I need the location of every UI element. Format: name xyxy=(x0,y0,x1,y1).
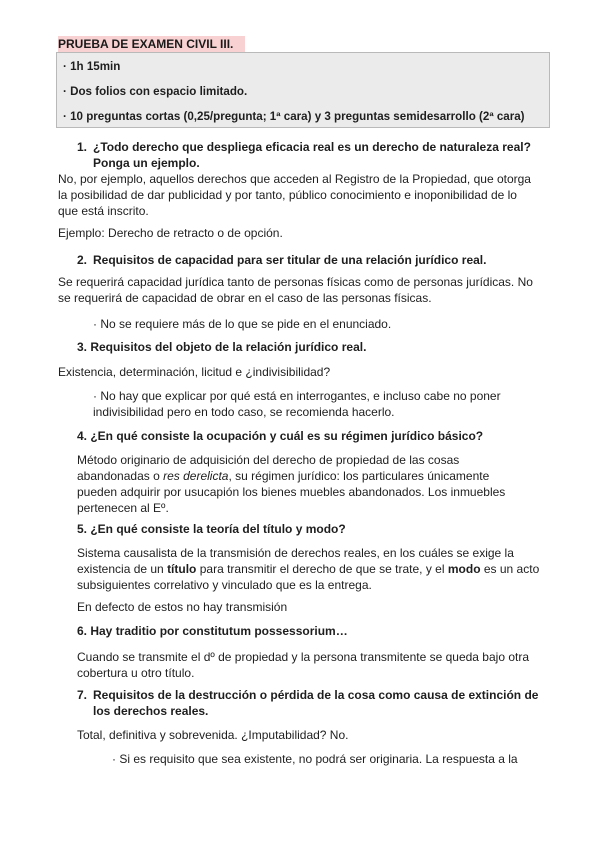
answer-7-note: · Si es requisito que sea existente, no podrá ser originaria. La respuesta a la xyxy=(112,752,518,766)
question-7-line-1: Requisitos de la destrucción o pérdida de la cosa como causa de extinción de xyxy=(93,688,539,702)
answer-5-line-1: Sistema causalista de la transmisión de derechos reales, en los cuáles se exige la xyxy=(77,546,514,560)
answer-6-line-1: Cuando se transmite el dº de propiedad y la persona transmitente se queda bajo otra xyxy=(77,650,529,664)
question-2-number: 2. xyxy=(77,253,88,267)
info-duration: · 1h 15min xyxy=(63,60,121,73)
answer-3: Existencia, determinación, licitud e ¿indivisibilidad? xyxy=(58,365,331,379)
question-1-number: 1. xyxy=(77,140,88,154)
answer-2-line-2: se requerirá de capacidad de obrar en el caso de las personas físicas. xyxy=(58,291,432,305)
answer-4-line-2: abandonadas o res derelicta, su régimen jurídico: los particulares únicamente xyxy=(77,469,490,483)
answer-1-example: Ejemplo: Derecho de retracto o de opción. xyxy=(58,226,283,240)
answer-2-note: · No se requiere más de lo que se pide en el enunciado. xyxy=(93,317,392,331)
term-titulo: título xyxy=(167,562,197,576)
answer-2-line-1: Se requerirá capacidad jurídica tanto de personas físicas como de personas jurídicas. No xyxy=(58,275,533,289)
question-2-text: Requisitos de capacidad para ser titular de una relación jurídico real. xyxy=(93,253,487,267)
term-modo: modo xyxy=(447,562,481,576)
question-1-line-2: Ponga un ejemplo. xyxy=(93,156,200,170)
answer-5-line-2: existencia de un título para transmitir el derecho de que se trate, y el modo es un acto xyxy=(77,562,540,576)
answer-4-line-3: pueden adquirir por usucapión los bienes muebles abandonados. Los inmuebles xyxy=(77,485,506,499)
question-7-line-2: los derechos reales. xyxy=(93,704,209,718)
exam-info-box xyxy=(56,52,550,128)
question-1-line-1: ¿Todo derecho que despliega eficacia real es un derecho de naturaleza real? xyxy=(93,140,531,154)
answer-5-extra: En defecto de estos no hay transmisión xyxy=(77,600,288,614)
answer-4-line-4: pertenecen al Eº. xyxy=(77,501,169,515)
info-folios: · Dos folios con espacio limitado. xyxy=(63,85,248,98)
info-questions: · 10 preguntas cortas (0,25/pregunta; 1ª cara) y 3 preguntas semidesarrollo (2ª cara) xyxy=(63,110,525,123)
latin-term: res derelicta xyxy=(163,469,229,483)
question-4-text: 4. ¿En qué consiste la ocupación y cuál es su régimen jurídico básico? xyxy=(77,429,484,443)
answer-5-line-3: subsiguientes correlativo y vinculado que es la entrega. xyxy=(77,578,372,592)
answer-3-note-line-2: indivisibilidad pero en todo caso, se recomienda hacerlo. xyxy=(93,405,395,419)
answer-4-line-1: Método originario de adquisición del derecho de propiedad de las cosas xyxy=(77,453,460,467)
page-title: PRUEBA DE EXAMEN CIVIL III. xyxy=(58,36,245,52)
question-6-text: 6. Hay traditio por constitutum possessorium… xyxy=(77,624,348,638)
answer-6-line-2: cobertura u otro título. xyxy=(77,666,195,680)
question-5-text: 5. ¿En qué consiste la teoría del título y modo? xyxy=(77,522,346,536)
answer-1-line-2: la posibilidad de dar publicidad y por tanto, público conocimiento e inoponibilidad de lo xyxy=(58,188,517,202)
question-3-text: 3. Requisitos del objeto de la relación jurídico real. xyxy=(77,340,367,354)
answer-1-line-1: No, por ejemplo, aquellos derechos que acceden al Registro de la Propiedad, que otorga xyxy=(58,172,531,186)
answer-7: Total, definitiva y sobrevenida. ¿Imputabilidad? No. xyxy=(77,728,349,742)
question-7-number: 7. xyxy=(77,688,88,702)
answer-1-line-3: que está inscrito. xyxy=(58,204,149,218)
answer-3-note-line-1: · No hay que explicar por qué está en interrogantes, e incluso cabe no poner xyxy=(93,389,501,403)
